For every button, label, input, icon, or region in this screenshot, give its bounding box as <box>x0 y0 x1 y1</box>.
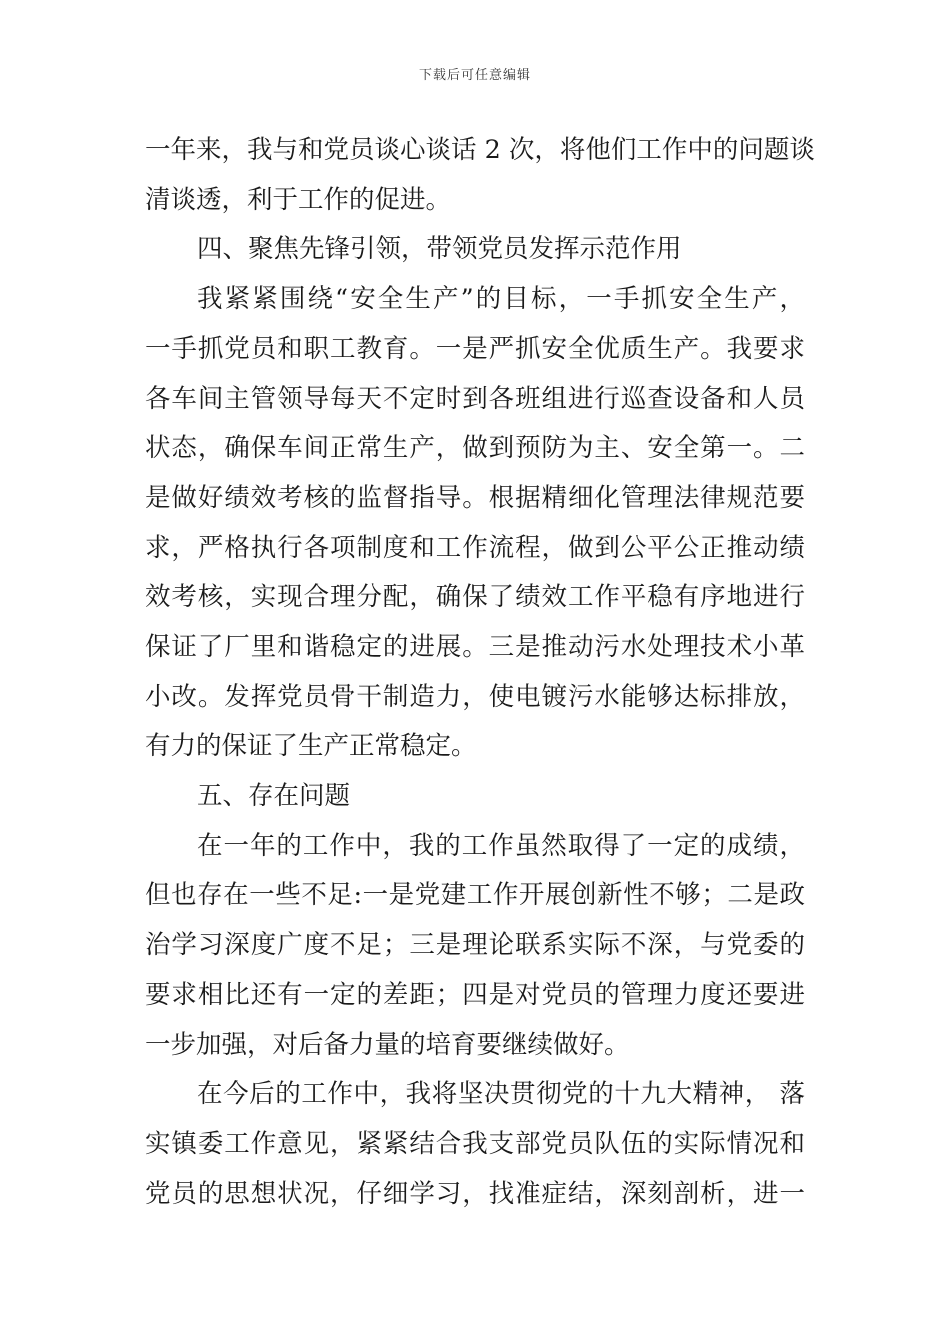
text-line: 在一年的工作中，我的工作虽然取得了一定的成绩， <box>197 831 805 861</box>
text-line: 在今后的工作中，我将坚决贯彻党的十九大精神， 落 <box>197 1079 805 1109</box>
text-line: 治学习深度广度不足；三是理论联系实际不深，与党委的 <box>145 930 805 960</box>
header-note: 下载后可任意编辑 <box>418 68 531 83</box>
text-line: 一步加强，对后备力量的培育要继续做好。 <box>145 1030 630 1060</box>
text-line: 但也存在一些不足:一是党建工作开展创新性不够；二是政 <box>145 880 805 910</box>
text-line: 清谈透，利于工作的促进。 <box>145 185 452 215</box>
text-line: 状态，确保车间正常生产，做到预防为主、安全第一。二 <box>145 433 805 463</box>
text-line: 一手抓党员和职工教育。一是严抓安全优质生产。我要求 <box>145 334 805 364</box>
text-line: 有力的保证了生产正常稳定。 <box>145 731 477 761</box>
text-line: 各车间主管领导每天不定时到各班组进行巡查设备和人员 <box>145 384 805 414</box>
text-line: 一年来，我与和党员谈心谈话 2 次，将他们工作中的问题谈 <box>145 135 815 165</box>
text-line: 我紧紧围绕“安全生产”的目标，一手抓安全生产， <box>197 284 805 314</box>
text-line: 实镇委工作意见，紧紧结合我支部党员队伍的实际情况和 <box>145 1129 805 1159</box>
text-line: 党员的思想状况，仔细学习，找准症结，深刻剖析，进一 <box>145 1179 805 1209</box>
text-line: 求，严格执行各项制度和工作流程，做到公平公正推动绩 <box>145 533 805 563</box>
section-heading: 四、聚焦先锋引领，带领党员发挥示范作用 <box>197 234 682 264</box>
text-line: 效考核，实现合理分配，确保了绩效工作平稳有序地进行 <box>145 582 805 612</box>
text-line: 是做好绩效考核的监督指导。根据精细化管理法律规范要 <box>145 483 805 513</box>
text-line: 小改。发挥党员骨干制造力，使电镀污水能够达标排放， <box>145 682 805 712</box>
text-line: 保证了厂里和谐稳定的进展。三是推动污水处理技术小革 <box>145 632 805 662</box>
text-line: 要求相比还有一定的差距；四是对党员的管理力度还要进 <box>145 980 805 1010</box>
section-heading: 五、存在问题 <box>197 781 351 811</box>
